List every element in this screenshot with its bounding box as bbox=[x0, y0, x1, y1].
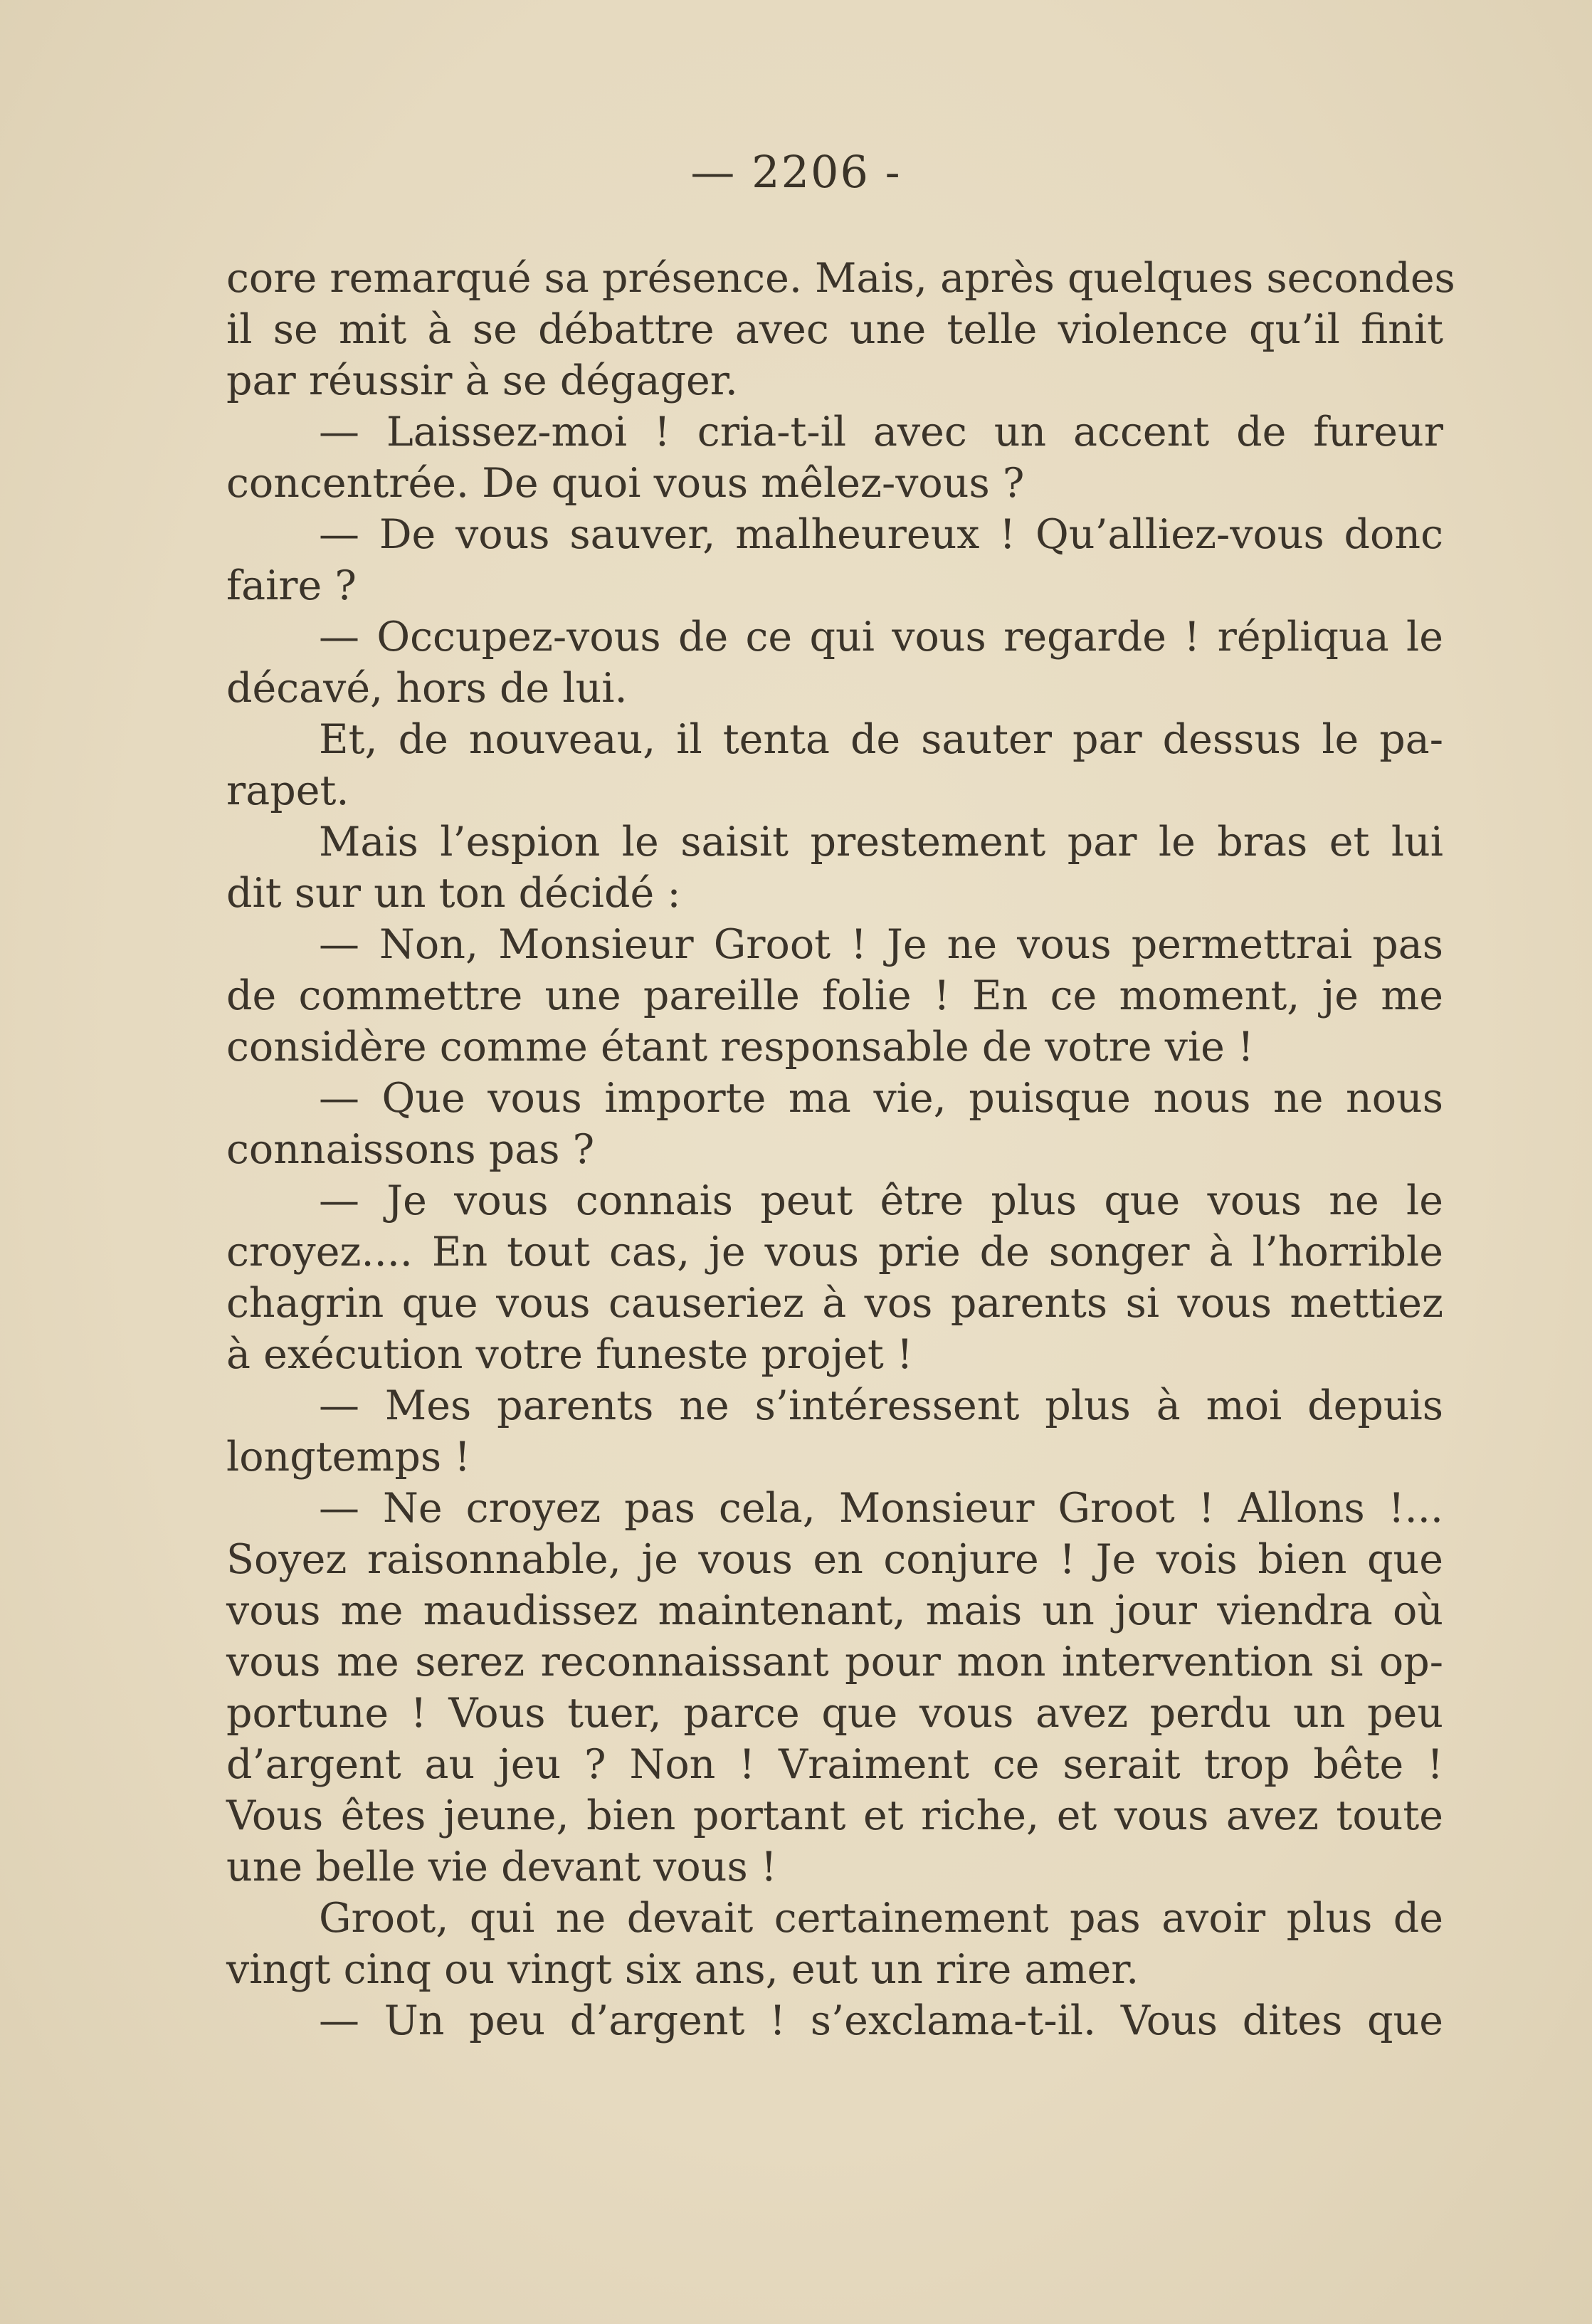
text-line: — Laissez-moi ! cria-t-il avec un accent de fureur bbox=[319, 409, 1443, 456]
text-line: connaissons pas ? bbox=[226, 1126, 595, 1173]
text-line: chagrin que vous causeriez à vos parents si vous mettiez bbox=[226, 1280, 1443, 1327]
page-number: — 2206 - bbox=[690, 146, 902, 198]
text-line: vingt cinq ou vingt six ans, eut un rire amer. bbox=[226, 1946, 1139, 1993]
text-line: — Je vous connais peut être plus que vous ne le bbox=[319, 1177, 1443, 1224]
text-line: Mais l’espion le saisit prestement par le bras et lui bbox=[319, 819, 1443, 866]
text-line: d’argent au jeu ? Non ! Vraiment ce serait trop bête ! bbox=[226, 1741, 1443, 1788]
text-line: — Occupez-vous de ce qui vous regarde ! répliqua le bbox=[319, 614, 1443, 661]
body-text bbox=[226, 253, 1455, 2046]
text-line: Groot, qui ne devait certainement pas avoir plus de bbox=[319, 1895, 1443, 1942]
text-line: longtemps ! bbox=[226, 1434, 471, 1481]
text-line: core remarqué sa présence. Mais, après quelques secondes bbox=[226, 255, 1455, 302]
text-line: — Que vous importe ma vie, puisque nous ne nous bbox=[319, 1075, 1443, 1122]
text-line: Vous êtes jeune, bien portant et riche, et vous avez toute bbox=[226, 1792, 1443, 1839]
text-line: vous me serez reconnaissant pour mon intervention si op- bbox=[226, 1639, 1443, 1686]
text-line: — Non, Monsieur Groot ! Je ne vous permettrai pas bbox=[319, 921, 1443, 968]
text-line: rapet. bbox=[226, 767, 349, 814]
text-line: considère comme étant responsable de votre vie ! bbox=[226, 1024, 1254, 1071]
text-line: — Un peu d’argent ! s’exclama-t-il. Vous dites que bbox=[319, 1997, 1443, 2044]
text-line: à exécution votre funeste projet ! bbox=[226, 1331, 913, 1378]
text-line: faire ? bbox=[226, 562, 357, 609]
text-line: Et, de nouveau, il tenta de sauter par dessus le pa- bbox=[319, 716, 1443, 763]
text-line: — De vous sauver, malheureux ! Qu’alliez-vous donc bbox=[319, 511, 1443, 558]
text-line: Soyez raisonnable, je vous en conjure ! Je vois bien que bbox=[226, 1536, 1443, 1583]
text-line: — Ne croyez pas cela, Monsieur Groot ! Allons !... bbox=[319, 1485, 1443, 1532]
text-line: il se mit à se débattre avec une telle violence qu’il finit bbox=[226, 306, 1443, 353]
text-line: de commettre une pareille folie ! En ce moment, je me bbox=[226, 972, 1443, 1019]
text-line: — Mes parents ne s’intéressent plus à moi depuis bbox=[319, 1382, 1443, 1429]
text-line: croyez.... En tout cas, je vous prie de songer à l’horrible bbox=[226, 1229, 1443, 1276]
text-line: vous me maudissez maintenant, mais un jour viendra où bbox=[226, 1587, 1443, 1634]
text-line: concentrée. De quoi vous mêlez-vous ? bbox=[226, 460, 1025, 507]
text-line: portune ! Vous tuer, parce que vous avez perdu un peu bbox=[226, 1690, 1443, 1737]
text-line: décavé, hors de lui. bbox=[226, 665, 628, 712]
text-line: par réussir à se dégager. bbox=[226, 357, 738, 404]
text-line: une belle vie devant vous ! bbox=[226, 1844, 777, 1891]
text-line: dit sur un ton décidé : bbox=[226, 870, 681, 917]
